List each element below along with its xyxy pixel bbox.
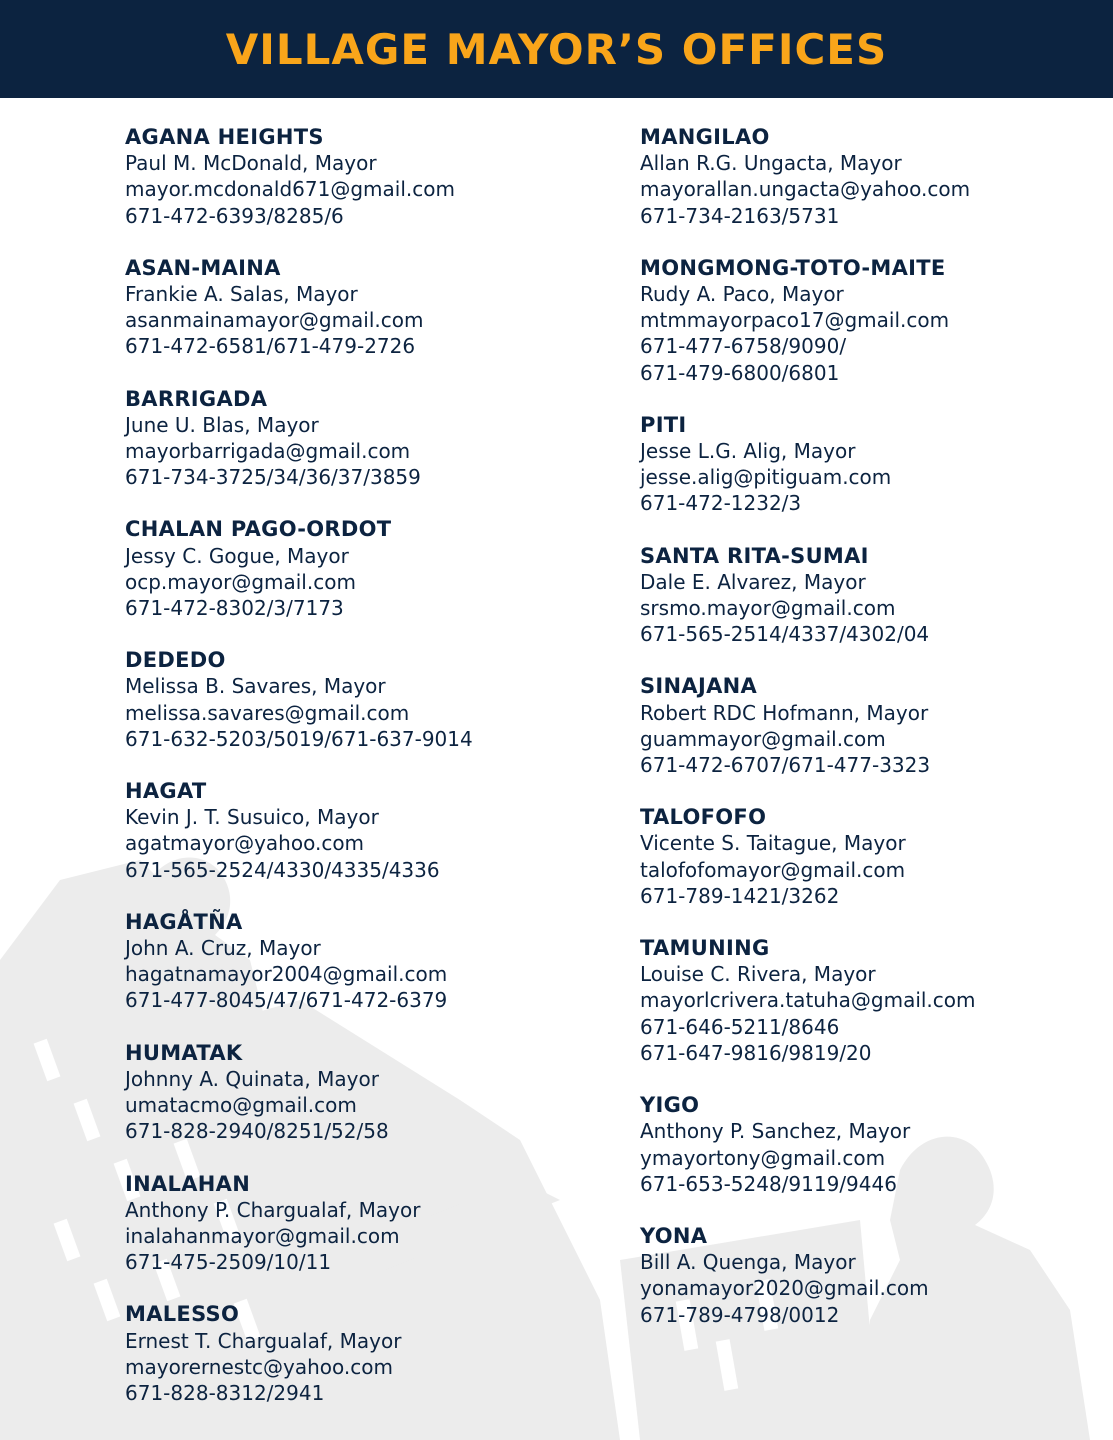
village-name: TAMUNING xyxy=(640,936,770,961)
email-address: inalahanmayor@gmail.com xyxy=(125,1223,400,1248)
mayor-office-entry xyxy=(125,386,595,491)
mayor-name: John A. Cruz, Mayor xyxy=(125,936,321,961)
mayor-office-entry xyxy=(125,909,595,1014)
mayor-name: June U. Blas, Mayor xyxy=(125,412,319,437)
email-address: mayorernestc@yahoo.com xyxy=(125,1354,393,1379)
phone-number: 671-565-2524/4330/4335/4336 xyxy=(125,857,440,882)
village-name: INALAHAN xyxy=(125,1171,251,1196)
village-name: YIGO xyxy=(640,1093,700,1118)
mayor-name: Rudy A. Paco, Mayor xyxy=(640,282,844,307)
mayor-office-entry xyxy=(125,647,595,752)
mayor-name: Anthony P. Chargualaf, Mayor xyxy=(125,1197,421,1222)
phone-number: 671-828-2940/8251/52/58 xyxy=(125,1119,389,1144)
phone-number: 671-477-8045/47/671-472-6379 xyxy=(125,988,448,1013)
mayor-office-entry xyxy=(640,1223,1100,1328)
mayor-office-entry xyxy=(640,412,1100,517)
mayor-office-entry xyxy=(125,124,595,229)
email-address: ymayortony@gmail.com xyxy=(640,1145,886,1170)
mayor-office-entry xyxy=(125,1171,595,1276)
village-name: PITI xyxy=(640,412,687,437)
mayor-name: Jesse L.G. Alig, Mayor xyxy=(640,439,856,464)
email-address: ocp.mayor@gmail.com xyxy=(125,569,356,594)
village-name: YONA xyxy=(640,1223,708,1248)
email-address: agatmayor@yahoo.com xyxy=(125,831,365,856)
village-name: MONGMONG-TOTO-MAITE xyxy=(640,255,946,280)
village-name: HAGÅTÑA xyxy=(125,909,243,934)
village-name: SANTA RITA-SUMAI xyxy=(640,543,869,568)
mayor-name: Jessy C. Gogue, Mayor xyxy=(125,543,349,568)
phone-number: 671-477-6758/9090/ xyxy=(640,334,847,359)
mayor-office-entry xyxy=(640,255,1100,386)
email-address: srsmo.mayor@gmail.com xyxy=(640,596,896,621)
phone-number: 671-475-2509/10/11 xyxy=(125,1250,332,1275)
village-name: SINAJANA xyxy=(640,674,758,699)
village-name: BARRIGADA xyxy=(125,386,268,411)
mayor-office-entry xyxy=(640,935,1100,1066)
phone-number: 671-472-6581/671-479-2726 xyxy=(125,334,416,359)
mayor-office-entry xyxy=(640,1092,1100,1197)
phone-number: 671-632-5203/5019/671-637-9014 xyxy=(125,726,473,751)
village-name: DEDEDO xyxy=(125,648,226,673)
email-address: guammayor@gmail.com xyxy=(640,726,886,751)
village-name: CHALAN PAGO-ORDOT xyxy=(125,517,392,542)
mayor-office-entry xyxy=(125,255,595,360)
village-name: AGANA HEIGHTS xyxy=(125,125,324,149)
mayor-name: Vicente S. Taitague, Mayor xyxy=(640,831,906,856)
village-name: TALOFOFO xyxy=(640,805,767,830)
email-address: asanmainamayor@gmail.com xyxy=(125,308,424,333)
mayor-name: Allan R.G. Ungacta, Mayor xyxy=(640,151,902,176)
mayor-office-entry xyxy=(640,804,1100,909)
mayor-office-entry xyxy=(640,673,1100,778)
mayor-name: Frankie A. Salas, Mayor xyxy=(125,282,358,307)
left-column xyxy=(125,124,595,1432)
phone-number: 671-647-9816/9819/20 xyxy=(640,1040,872,1065)
phone-number: 671-828-8312/2941 xyxy=(125,1380,325,1405)
phone-number: 671-472-8302/3/7173 xyxy=(125,596,344,621)
phone-number: 671-565-2514/4337/4302/04 xyxy=(640,622,930,647)
email-address: mayorlcrivera.tatuha@gmail.com xyxy=(640,988,976,1013)
mayor-office-entry xyxy=(640,543,1100,648)
mayor-office-entry xyxy=(125,778,595,883)
mayor-name: Kevin J. T. Susuico, Mayor xyxy=(125,805,379,830)
mayor-name: Paul M. McDonald, Mayor xyxy=(125,151,377,176)
mayor-name: Johnny A. Quinata, Mayor xyxy=(125,1066,379,1091)
mayor-office-entry xyxy=(125,1040,595,1145)
email-address: jesse.alig@pitiguam.com xyxy=(640,465,892,490)
email-address: mayor.mcdonald671@gmail.com xyxy=(125,177,455,202)
phone-number: 671-789-4798/0012 xyxy=(640,1302,840,1327)
email-address: yonamayor2020@gmail.com xyxy=(640,1276,929,1301)
mayor-office-entry xyxy=(640,124,1100,229)
phone-number: 671-479-6800/6801 xyxy=(640,360,840,385)
page-header xyxy=(0,0,1113,98)
mayor-name: Robert RDC Hofmann, Mayor xyxy=(640,700,929,725)
mayor-name: Ernest T. Chargualaf, Mayor xyxy=(125,1328,402,1353)
mayor-name: Louise C. Rivera, Mayor xyxy=(640,962,876,987)
phone-number: 671-653-5248/9119/9446 xyxy=(640,1171,897,1196)
email-address: hagatnamayor2004@gmail.com xyxy=(125,962,448,987)
mayor-name: Melissa B. Savares, Mayor xyxy=(125,674,386,699)
village-name: HAGAT xyxy=(125,779,207,804)
mayor-office-entry xyxy=(125,1301,595,1406)
phone-number: 671-646-5211/8646 xyxy=(640,1014,840,1039)
village-name: HUMATAK xyxy=(125,1040,243,1065)
email-address: mayorbarrigada@gmail.com xyxy=(125,439,411,464)
phone-number: 671-734-2163/5731 xyxy=(640,203,840,228)
mayor-name: Dale E. Alvarez, Mayor xyxy=(640,569,866,594)
right-column xyxy=(640,124,1100,1354)
email-address: talofofomayor@gmail.com xyxy=(640,857,906,882)
email-address: mtmmayorpaco17@gmail.com xyxy=(640,308,950,333)
mayor-office-entry xyxy=(125,516,595,621)
phone-number: 671-472-6393/8285/6 xyxy=(125,203,344,228)
phone-number: 671-734-3725/34/36/37/3859 xyxy=(125,465,421,490)
page-title: VILLAGE MAYOR’S OFFICES xyxy=(225,24,888,74)
email-address: umatacmo@gmail.com xyxy=(125,1093,357,1118)
email-address: melissa.savares@gmail.com xyxy=(125,700,410,725)
phone-number: 671-789-1421/3262 xyxy=(640,883,840,908)
village-name: ASAN-MAINA xyxy=(125,255,281,280)
phone-number: 671-472-6707/671-477-3323 xyxy=(640,753,931,778)
village-name: MALESSO xyxy=(125,1302,240,1327)
phone-number: 671-472-1232/3 xyxy=(640,491,802,516)
mayor-name: Anthony P. Sanchez, Mayor xyxy=(640,1119,911,1144)
mayor-name: Bill A. Quenga, Mayor xyxy=(640,1250,856,1275)
village-name: MANGILAO xyxy=(640,125,770,149)
email-address: mayorallan.ungacta@yahoo.com xyxy=(640,177,971,202)
